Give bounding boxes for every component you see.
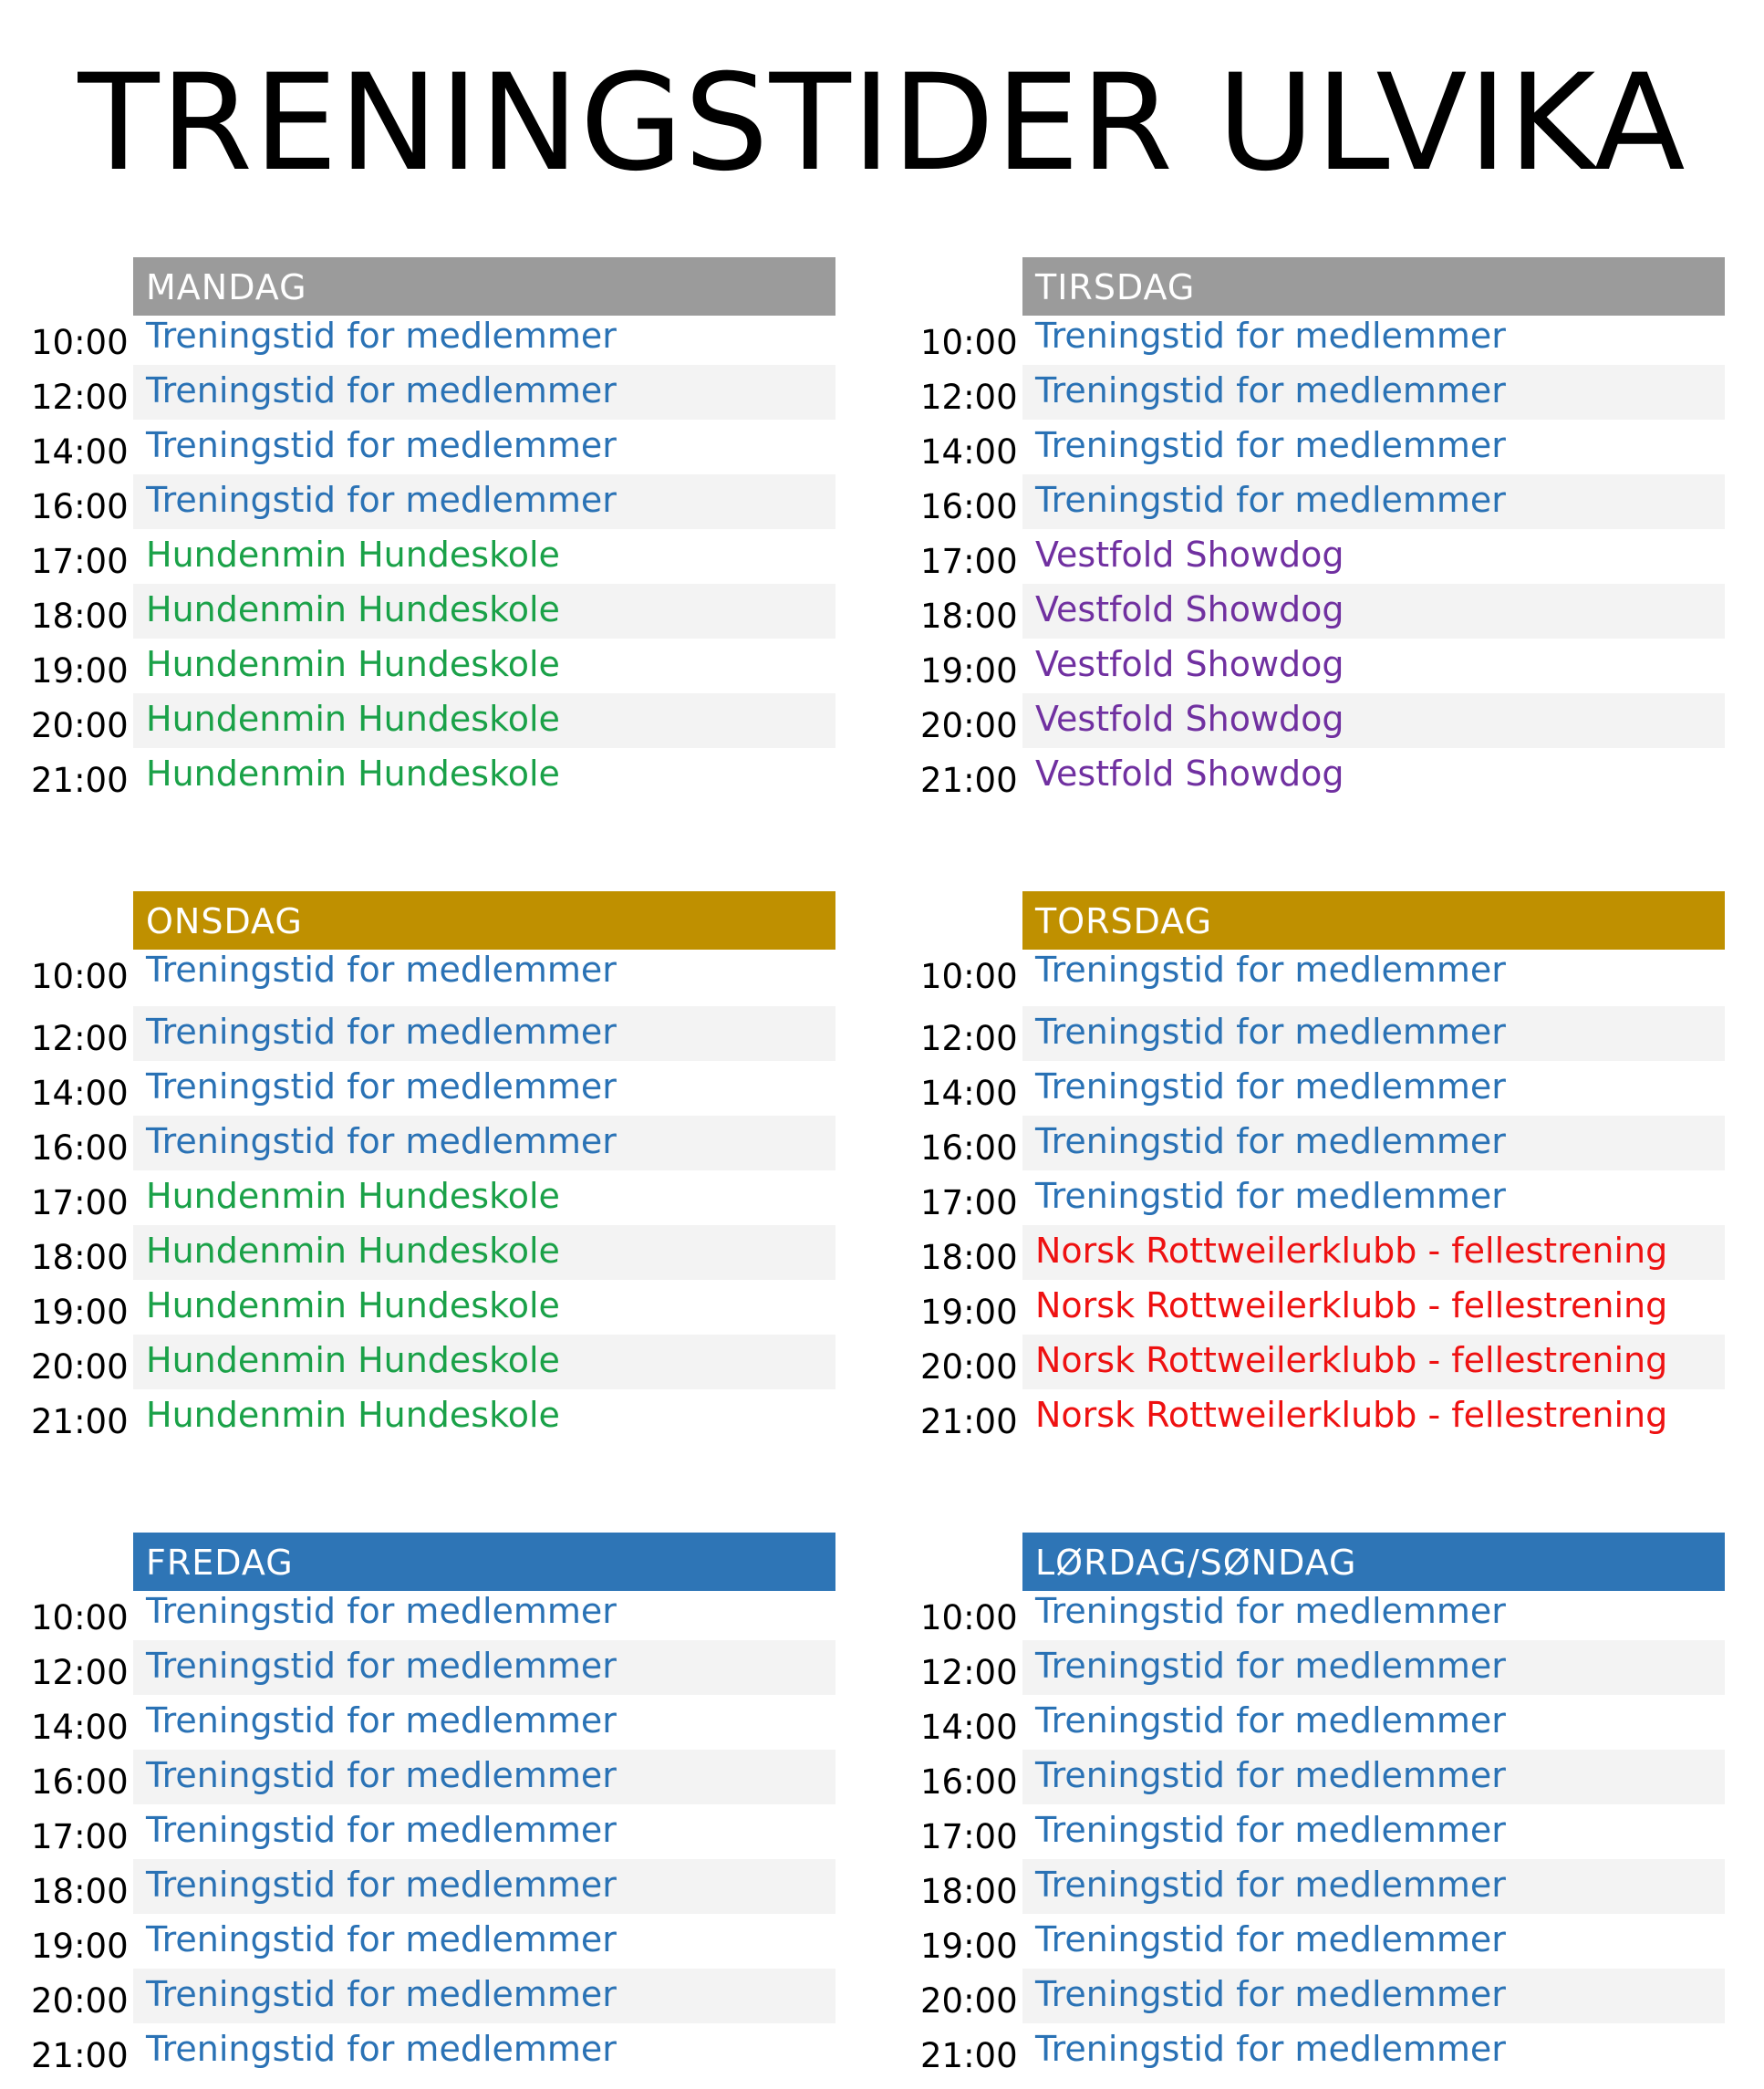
time-label: 17:00 xyxy=(920,1183,1018,1222)
day-block-lordag-sondag xyxy=(920,1533,1764,2085)
time-label: 12:00 xyxy=(31,378,129,417)
time-label: 20:00 xyxy=(920,1347,1018,1387)
activity-label: Treningstid for medlemmer xyxy=(133,1640,835,1695)
activity-label: Treningstid for medlemmer xyxy=(133,474,835,529)
time-label: 16:00 xyxy=(31,487,129,526)
day-header: TIRSDAG xyxy=(1022,257,1725,316)
time-label: 21:00 xyxy=(31,1402,129,1441)
activity-label: Hundenmin Hundeskole xyxy=(133,1225,835,1280)
day-header: LØRDAG/SØNDAG xyxy=(1022,1533,1725,1591)
schedule-row xyxy=(920,1804,1725,1859)
activity-label: Norsk Rottweilerklubb - fellestrening xyxy=(1035,1395,1668,1435)
time-label: 20:00 xyxy=(31,706,129,745)
day-block-torsdag xyxy=(920,891,1764,1457)
activity-label: Treningstid for medlemmer xyxy=(146,1810,617,1850)
time-label: 19:00 xyxy=(920,651,1018,691)
activity-label: Treningstid for medlemmer xyxy=(146,316,617,356)
activity-label: Hundenmin Hundeskole xyxy=(133,693,835,748)
time-label: 18:00 xyxy=(920,597,1018,636)
time-label: 10:00 xyxy=(920,323,1018,362)
schedule-row xyxy=(920,1335,1725,1389)
time-label: 14:00 xyxy=(31,432,129,472)
activity-label: Hundenmin Hundeskole xyxy=(146,535,560,575)
activity-label: Treningstid for medlemmer xyxy=(1022,474,1725,529)
time-label: 21:00 xyxy=(31,2036,129,2075)
time-label: 19:00 xyxy=(31,1293,129,1332)
day-header: ONSDAG xyxy=(133,891,835,950)
day-block-tirsdag xyxy=(920,257,1764,805)
time-label: 16:00 xyxy=(920,487,1018,526)
schedule-row xyxy=(920,2023,1725,2078)
schedule-row xyxy=(920,1969,1725,2023)
schedule-row xyxy=(920,1640,1725,1695)
time-label: 10:00 xyxy=(31,957,129,996)
time-label: 21:00 xyxy=(920,2036,1018,2075)
day-header: TORSDAG xyxy=(1022,891,1725,950)
schedule-row xyxy=(920,420,1725,474)
activity-label: Treningstid for medlemmer xyxy=(1035,1700,1506,1741)
time-label: 17:00 xyxy=(31,1183,129,1222)
activity-label: Hundenmin Hundeskole xyxy=(146,753,560,794)
time-label: 12:00 xyxy=(920,1653,1018,1692)
schedule-row xyxy=(920,310,1725,365)
schedule-row xyxy=(31,1640,835,1695)
schedule-row xyxy=(31,1859,835,1914)
time-label: 21:00 xyxy=(920,1402,1018,1441)
time-label: 20:00 xyxy=(920,1981,1018,2021)
schedule-row xyxy=(920,474,1725,529)
activity-label: Treningstid for medlemmer xyxy=(146,1066,617,1107)
activity-label: Treningstid for medlemmer xyxy=(1035,2029,1506,2069)
time-label: 19:00 xyxy=(31,651,129,691)
schedule-row xyxy=(920,1006,1725,1061)
schedule-row xyxy=(31,1335,835,1389)
schedule-row xyxy=(920,1914,1725,1969)
activity-label: Vestfold Showdog xyxy=(1035,644,1344,684)
time-label: 16:00 xyxy=(920,1762,1018,1802)
time-label: 17:00 xyxy=(31,542,129,581)
time-label: 12:00 xyxy=(920,378,1018,417)
activity-label: Vestfold Showdog xyxy=(1035,753,1344,794)
activity-label: Treningstid for medlemmer xyxy=(1035,1810,1506,1850)
schedule-row xyxy=(31,529,835,584)
activity-label: Treningstid for medlemmer xyxy=(146,2029,617,2069)
page-title: TRENINGSTIDER ULVIKA xyxy=(78,46,1686,201)
schedule-row xyxy=(920,748,1725,803)
schedule-row xyxy=(920,1389,1725,1444)
time-label: 14:00 xyxy=(920,1074,1018,1113)
activity-label: Treningstid for medlemmer xyxy=(1022,1859,1725,1914)
schedule-row xyxy=(920,693,1725,748)
time-label: 19:00 xyxy=(920,1927,1018,1966)
time-label: 18:00 xyxy=(31,597,129,636)
activity-label: Treningstid for medlemmer xyxy=(1022,1969,1725,2023)
time-label: 10:00 xyxy=(920,1598,1018,1637)
schedule-row xyxy=(31,1116,835,1170)
schedule-row xyxy=(920,1170,1725,1225)
schedule-row xyxy=(31,1804,835,1859)
activity-label: Treningstid for medlemmer xyxy=(1035,1591,1506,1631)
schedule-row xyxy=(920,1280,1725,1335)
day-block-fredag xyxy=(31,1533,888,2085)
schedule-row xyxy=(31,1006,835,1061)
activity-label: Norsk Rottweilerklubb - fellestrening xyxy=(1022,1225,1725,1280)
schedule-row xyxy=(31,1061,835,1116)
activity-label: Treningstid for medlemmer xyxy=(1035,316,1506,356)
time-label: 19:00 xyxy=(31,1927,129,1966)
schedule-row xyxy=(920,1225,1725,1280)
time-label: 18:00 xyxy=(920,1872,1018,1911)
schedule-row xyxy=(920,529,1725,584)
time-label: 16:00 xyxy=(920,1128,1018,1168)
schedule-row xyxy=(31,365,835,420)
activity-label: Treningstid for medlemmer xyxy=(133,1859,835,1914)
time-label: 10:00 xyxy=(31,323,129,362)
time-label: 10:00 xyxy=(31,1598,129,1637)
time-label: 17:00 xyxy=(920,1817,1018,1856)
activity-label: Norsk Rottweilerklubb - fellestrening xyxy=(1035,1285,1668,1325)
schedule-row xyxy=(920,1750,1725,1804)
activity-label: Vestfold Showdog xyxy=(1022,584,1725,639)
time-label: 14:00 xyxy=(920,432,1018,472)
schedule-row xyxy=(920,1859,1725,1914)
activity-label: Vestfold Showdog xyxy=(1035,535,1344,575)
schedule-row xyxy=(31,1695,835,1750)
time-label: 16:00 xyxy=(31,1762,129,1802)
activity-label: Treningstid for medlemmer xyxy=(1022,1116,1725,1170)
schedule-row xyxy=(31,1225,835,1280)
schedule-row xyxy=(920,1585,1725,1640)
schedule-row xyxy=(920,944,1725,999)
schedule-row xyxy=(31,1750,835,1804)
schedule-row xyxy=(31,1389,835,1444)
activity-label: Treningstid for medlemmer xyxy=(133,1006,835,1061)
activity-label: Treningstid for medlemmer xyxy=(146,950,617,990)
time-label: 16:00 xyxy=(31,1128,129,1168)
time-label: 12:00 xyxy=(31,1653,129,1692)
activity-label: Treningstid for medlemmer xyxy=(1035,1066,1506,1107)
activity-label: Treningstid for medlemmer xyxy=(1035,1176,1506,1216)
time-label: 18:00 xyxy=(31,1872,129,1911)
schedule-row xyxy=(31,944,835,999)
day-header: FREDAG xyxy=(133,1533,835,1591)
time-label: 20:00 xyxy=(31,1347,129,1387)
schedule-row xyxy=(920,639,1725,693)
schedule-row xyxy=(31,693,835,748)
time-label: 10:00 xyxy=(920,957,1018,996)
day-block-onsdag xyxy=(31,891,888,1457)
time-label: 14:00 xyxy=(920,1708,1018,1747)
schedule-row xyxy=(31,1914,835,1969)
schedule-row xyxy=(920,1061,1725,1116)
schedule-row xyxy=(31,639,835,693)
activity-label: Treningstid for medlemmer xyxy=(1022,365,1725,420)
time-label: 20:00 xyxy=(920,706,1018,745)
activity-label: Hundenmin Hundeskole xyxy=(146,1395,560,1435)
activity-label: Treningstid for medlemmer xyxy=(133,365,835,420)
schedule-row xyxy=(31,1170,835,1225)
schedule-row xyxy=(920,1116,1725,1170)
day-block-mandag xyxy=(31,257,888,805)
time-label: 18:00 xyxy=(31,1238,129,1277)
activity-label: Treningstid for medlemmer xyxy=(1022,1006,1725,1061)
time-label: 17:00 xyxy=(31,1817,129,1856)
schedule-row xyxy=(920,584,1725,639)
schedule-row xyxy=(31,310,835,365)
activity-label: Treningstid for medlemmer xyxy=(146,425,617,465)
activity-label: Hundenmin Hundeskole xyxy=(146,1285,560,1325)
day-header: MANDAG xyxy=(133,257,835,316)
time-label: 21:00 xyxy=(920,761,1018,800)
activity-label: Vestfold Showdog xyxy=(1022,693,1725,748)
activity-label: Treningstid for medlemmer xyxy=(133,1750,835,1804)
schedule-row xyxy=(31,1585,835,1640)
activity-label: Treningstid for medlemmer xyxy=(1035,950,1506,990)
schedule-row xyxy=(920,1695,1725,1750)
time-label: 12:00 xyxy=(31,1019,129,1058)
time-label: 14:00 xyxy=(31,1708,129,1747)
activity-label: Hundenmin Hundeskole xyxy=(133,1335,835,1389)
activity-label: Treningstid for medlemmer xyxy=(146,1919,617,1959)
schedule-row xyxy=(31,748,835,803)
activity-label: Treningstid for medlemmer xyxy=(133,1116,835,1170)
activity-label: Treningstid for medlemmer xyxy=(1022,1640,1725,1695)
time-label: 17:00 xyxy=(920,542,1018,581)
activity-label: Treningstid for medlemmer xyxy=(1035,1919,1506,1959)
time-label: 20:00 xyxy=(31,1981,129,2021)
time-label: 21:00 xyxy=(31,761,129,800)
activity-label: Treningstid for medlemmer xyxy=(1022,1750,1725,1804)
time-label: 14:00 xyxy=(31,1074,129,1113)
schedule-row xyxy=(31,2023,835,2078)
activity-label: Hundenmin Hundeskole xyxy=(146,644,560,684)
activity-label: Treningstid for medlemmer xyxy=(146,1700,617,1741)
schedule-row xyxy=(920,365,1725,420)
activity-label: Hundenmin Hundeskole xyxy=(146,1176,560,1216)
time-label: 19:00 xyxy=(920,1293,1018,1332)
activity-label: Norsk Rottweilerklubb - fellestrening xyxy=(1022,1335,1725,1389)
time-label: 12:00 xyxy=(920,1019,1018,1058)
schedule-row xyxy=(31,474,835,529)
schedule-row xyxy=(31,1969,835,2023)
schedule-row xyxy=(31,420,835,474)
schedule-row xyxy=(31,1280,835,1335)
activity-label: Treningstid for medlemmer xyxy=(146,1591,617,1631)
activity-label: Hundenmin Hundeskole xyxy=(133,584,835,639)
time-label: 18:00 xyxy=(920,1238,1018,1277)
activity-label: Treningstid for medlemmer xyxy=(1035,425,1506,465)
activity-label: Treningstid for medlemmer xyxy=(133,1969,835,2023)
schedule-row xyxy=(31,584,835,639)
